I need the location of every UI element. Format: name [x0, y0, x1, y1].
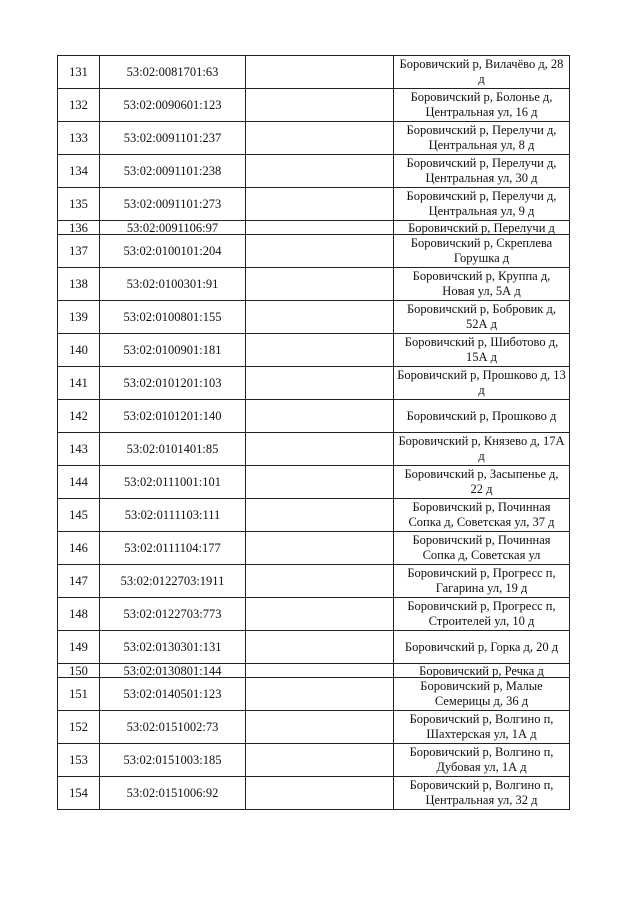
table-row [58, 56, 570, 89]
address: Боровичский р, Прогресс п, Строителей ул, 10 д [394, 598, 570, 631]
table-row [58, 221, 570, 235]
address: Боровичский р, Прошково д [394, 400, 570, 433]
empty-cell [246, 268, 394, 301]
row-number: 154 [58, 777, 100, 810]
row-number: 151 [58, 678, 100, 711]
row-number: 141 [58, 367, 100, 400]
row-number: 144 [58, 466, 100, 499]
row-number: 133 [58, 122, 100, 155]
empty-cell [246, 301, 394, 334]
row-number: 150 [58, 664, 100, 678]
row-number: 132 [58, 89, 100, 122]
property-register-table [57, 55, 570, 810]
table-row [58, 122, 570, 155]
table-row [58, 777, 570, 810]
cadastral-number: 53:02:0122703:773 [100, 598, 246, 631]
cadastral-number: 53:02:0100301:91 [100, 268, 246, 301]
address: Боровичский р, Перелучи д, Центральная ул, 8 д [394, 122, 570, 155]
cadastral-number: 53:02:0151002:73 [100, 711, 246, 744]
cadastral-number: 53:02:0081701:63 [100, 56, 246, 89]
table-row [58, 744, 570, 777]
table-row [58, 433, 570, 466]
table-row [58, 466, 570, 499]
table-row [58, 400, 570, 433]
cadastral-number: 53:02:0111104:177 [100, 532, 246, 565]
cadastral-number: 53:02:0091101:238 [100, 155, 246, 188]
table-row [58, 334, 570, 367]
table-row [58, 235, 570, 268]
table-row [58, 155, 570, 188]
row-number: 153 [58, 744, 100, 777]
cadastral-number: 53:02:0151003:185 [100, 744, 246, 777]
address: Боровичский р, Вилачёво д, 28 д [394, 56, 570, 89]
empty-cell [246, 89, 394, 122]
address: Боровичский р, Перелучи д [394, 221, 570, 235]
row-number: 145 [58, 499, 100, 532]
cadastral-number: 53:02:0111103:111 [100, 499, 246, 532]
address: Боровичский р, Князево д, 17А д [394, 433, 570, 466]
table-row [58, 367, 570, 400]
address: Боровичский р, Малые Семерицы д, 36 д [394, 678, 570, 711]
table-row [58, 678, 570, 711]
empty-cell [246, 466, 394, 499]
table-body [58, 56, 570, 810]
empty-cell [246, 56, 394, 89]
row-number: 135 [58, 188, 100, 221]
cadastral-number: 53:02:0091101:273 [100, 188, 246, 221]
row-number: 134 [58, 155, 100, 188]
cadastral-number: 53:02:0091101:237 [100, 122, 246, 155]
table-row [58, 532, 570, 565]
cadastral-number: 53:02:0101201:140 [100, 400, 246, 433]
empty-cell [246, 744, 394, 777]
table-row [58, 301, 570, 334]
address: Боровичский р, Починная Сопка д, Советская ул [394, 532, 570, 565]
table-row [58, 499, 570, 532]
address: Боровичский р, Бобровик д, 52А д [394, 301, 570, 334]
empty-cell [246, 499, 394, 532]
cadastral-number: 53:02:0151006:92 [100, 777, 246, 810]
empty-cell [246, 155, 394, 188]
empty-cell [246, 711, 394, 744]
row-number: 131 [58, 56, 100, 89]
row-number: 140 [58, 334, 100, 367]
empty-cell [246, 122, 394, 155]
empty-cell [246, 631, 394, 664]
empty-cell [246, 598, 394, 631]
cadastral-number: 53:02:0101201:103 [100, 367, 246, 400]
empty-cell [246, 433, 394, 466]
cadastral-number: 53:02:0100801:155 [100, 301, 246, 334]
row-number: 137 [58, 235, 100, 268]
table-row [58, 711, 570, 744]
empty-cell [246, 367, 394, 400]
cadastral-number: 53:02:0122703:1911 [100, 565, 246, 598]
row-number: 152 [58, 711, 100, 744]
empty-cell [246, 188, 394, 221]
address: Боровичский р, Перелучи д, Центральная ул, 30 д [394, 155, 570, 188]
cadastral-number: 53:02:0100101:204 [100, 235, 246, 268]
cadastral-number: 53:02:0140501:123 [100, 678, 246, 711]
address: Боровичский р, Болонье д, Центральная ул, 16 д [394, 89, 570, 122]
table-row [58, 268, 570, 301]
cadastral-number: 53:02:0130301:131 [100, 631, 246, 664]
table-row [58, 565, 570, 598]
row-number: 136 [58, 221, 100, 235]
cadastral-number: 53:02:0130801:144 [100, 664, 246, 678]
address: Боровичский р, Прогресс п, Гагарина ул, 19 д [394, 565, 570, 598]
empty-cell [246, 221, 394, 235]
empty-cell [246, 400, 394, 433]
row-number: 143 [58, 433, 100, 466]
empty-cell [246, 777, 394, 810]
row-number: 146 [58, 532, 100, 565]
row-number: 149 [58, 631, 100, 664]
empty-cell [246, 334, 394, 367]
table-row [58, 664, 570, 678]
address: Боровичский р, Починная Сопка д, Советская ул, 37 д [394, 499, 570, 532]
row-number: 139 [58, 301, 100, 334]
cadastral-number: 53:02:0091106:97 [100, 221, 246, 235]
address: Боровичский р, Шиботово д, 15А д [394, 334, 570, 367]
row-number: 147 [58, 565, 100, 598]
address: Боровичский р, Засыпенье д, 22 д [394, 466, 570, 499]
empty-cell [246, 678, 394, 711]
row-number: 148 [58, 598, 100, 631]
table-row [58, 188, 570, 221]
address: Боровичский р, Речка д [394, 664, 570, 678]
address: Боровичский р, Горка д, 20 д [394, 631, 570, 664]
address: Боровичский р, Волгино п, Шахтерская ул, 1А д [394, 711, 570, 744]
table-row [58, 89, 570, 122]
address: Боровичский р, Скреплева Горушка д [394, 235, 570, 268]
address: Боровичский р, Прошково д, 13 д [394, 367, 570, 400]
table-row [58, 631, 570, 664]
cadastral-number: 53:02:0101401:85 [100, 433, 246, 466]
cadastral-number: 53:02:0100901:181 [100, 334, 246, 367]
empty-cell [246, 565, 394, 598]
cadastral-number: 53:02:0111001:101 [100, 466, 246, 499]
empty-cell [246, 532, 394, 565]
empty-cell [246, 235, 394, 268]
address: Боровичский р, Волгино п, Центральная ул, 32 д [394, 777, 570, 810]
empty-cell [246, 664, 394, 678]
address: Боровичский р, Волгино п, Дубовая ул, 1А д [394, 744, 570, 777]
row-number: 138 [58, 268, 100, 301]
row-number: 142 [58, 400, 100, 433]
table-row [58, 598, 570, 631]
address: Боровичский р, Круппа д, Новая ул, 5А д [394, 268, 570, 301]
address: Боровичский р, Перелучи д, Центральная ул, 9 д [394, 188, 570, 221]
cadastral-number: 53:02:0090601:123 [100, 89, 246, 122]
